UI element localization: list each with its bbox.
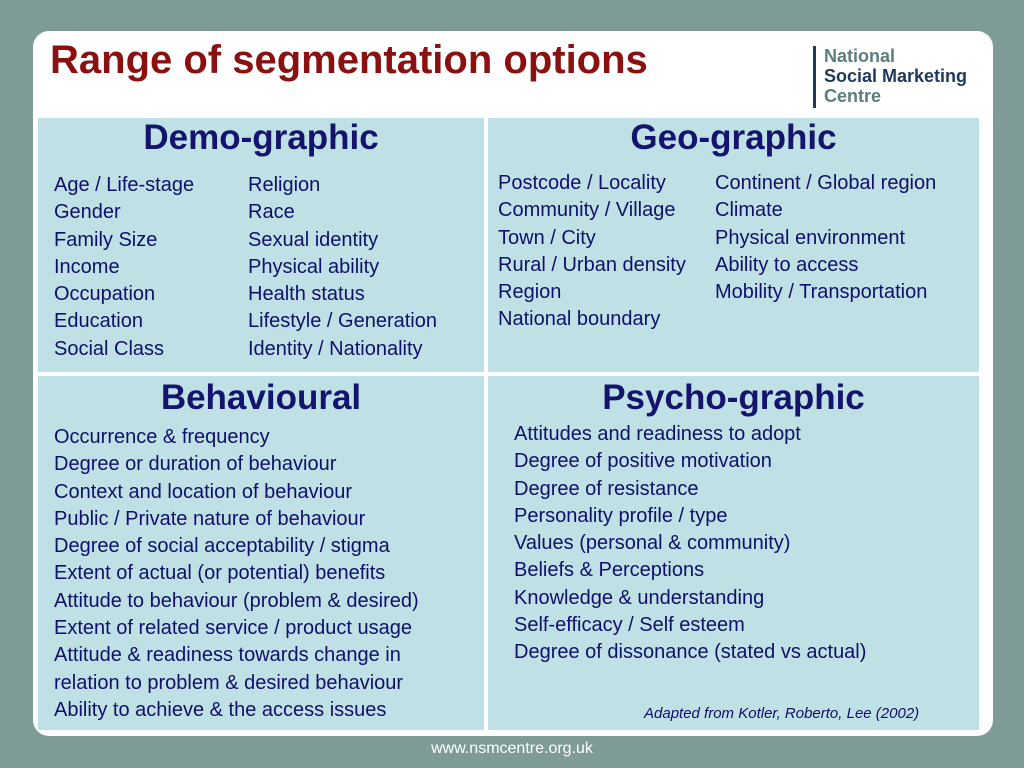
geographic-panel <box>488 118 979 372</box>
list-item: Public / Private nature of behaviour <box>54 507 366 530</box>
list-item: Personality profile / type <box>514 504 728 527</box>
list-item: Extent of related service / product usage <box>54 617 412 640</box>
list-item: Extent of actual (or potential) benefits <box>54 562 386 585</box>
footer-url: www.nsmcentre.org.uk <box>431 740 593 757</box>
list-item: National boundary <box>498 308 661 331</box>
logo-line-centre: Centre <box>824 86 882 106</box>
list-item: Education <box>54 310 143 333</box>
segmentation-grid <box>38 118 979 730</box>
list-item: Region <box>498 281 562 304</box>
list-item: Family Size <box>54 228 158 251</box>
behavioural-list <box>54 424 419 724</box>
psychographic-heading: Psycho-graphic <box>602 378 865 417</box>
list-item: Continent / Global region <box>715 172 937 194</box>
list-item: Mobility / Transportation <box>715 281 928 304</box>
list-item: relation to problem & desired behaviour <box>54 671 404 694</box>
demographic-heading: Demo-graphic <box>143 118 379 157</box>
list-item: Income <box>54 255 120 278</box>
list-item: Degree of dissonance (stated vs actual) <box>514 641 867 664</box>
geographic-heading: Geo-graphic <box>630 118 837 157</box>
list-item: Religion <box>248 174 321 196</box>
nsmc-logo <box>813 46 967 108</box>
list-item: Attitude to behaviour (problem & desired) <box>54 589 419 612</box>
slide-title: Range of segmentation options <box>50 38 648 82</box>
list-item: Health status <box>248 283 365 306</box>
list-item: Degree of resistance <box>514 477 699 500</box>
logo-line-social-marketing: Social Marketing <box>824 66 968 86</box>
list-item: Community / Village <box>498 199 676 222</box>
list-item: Identity / Nationality <box>248 337 423 360</box>
list-item: Context and location of behaviour <box>54 480 352 503</box>
source-credit: Adapted from Kotler, Roberto, Lee (2002) <box>644 705 920 722</box>
behavioural-panel <box>38 376 484 730</box>
list-item: Knowledge & understanding <box>514 586 765 609</box>
list-item: Values (personal & community) <box>514 532 791 555</box>
list-item: Degree of social acceptability / stigma <box>54 535 390 558</box>
list-item: Town / City <box>498 226 596 249</box>
list-item: Gender <box>54 201 121 224</box>
list-item: Attitude & readiness towards change in <box>54 644 401 667</box>
demographic-list-1 <box>54 172 194 363</box>
list-item: Age / Life-stage <box>54 174 195 196</box>
geographic-list-1 <box>498 170 686 334</box>
list-item: Lifestyle / Generation <box>248 310 437 333</box>
list-item: Degree of positive motivation <box>514 450 772 473</box>
geographic-list-2 <box>715 170 936 306</box>
list-item: Self-efficacy / Self esteem <box>514 614 745 637</box>
list-item: Ability to access <box>715 253 859 276</box>
behavioural-heading: Behavioural <box>160 378 362 417</box>
list-item: Ability to achieve & the access issues <box>54 698 387 721</box>
list-item: Occupation <box>54 283 156 306</box>
list-item: Physical environment <box>715 226 906 249</box>
list-item: Degree or duration of behaviour <box>54 453 337 476</box>
list-item: Postcode / Locality <box>498 172 666 194</box>
psychographic-list <box>514 421 866 667</box>
demographic-panel <box>38 118 484 372</box>
logo-line-national: National <box>824 46 896 66</box>
list-item: Occurrence & frequency <box>54 426 270 448</box>
psychographic-panel <box>488 376 979 730</box>
list-item: Climate <box>715 199 783 222</box>
list-item: Race <box>248 201 295 224</box>
list-item: Beliefs & Perceptions <box>514 559 705 582</box>
list-item: Physical ability <box>248 255 380 278</box>
list-item: Rural / Urban density <box>498 253 686 276</box>
demographic-list-2 <box>248 172 437 363</box>
list-item: Social Class <box>54 337 165 360</box>
list-item: Sexual identity <box>248 228 379 251</box>
list-item: Attitudes and readiness to adopt <box>514 423 801 445</box>
